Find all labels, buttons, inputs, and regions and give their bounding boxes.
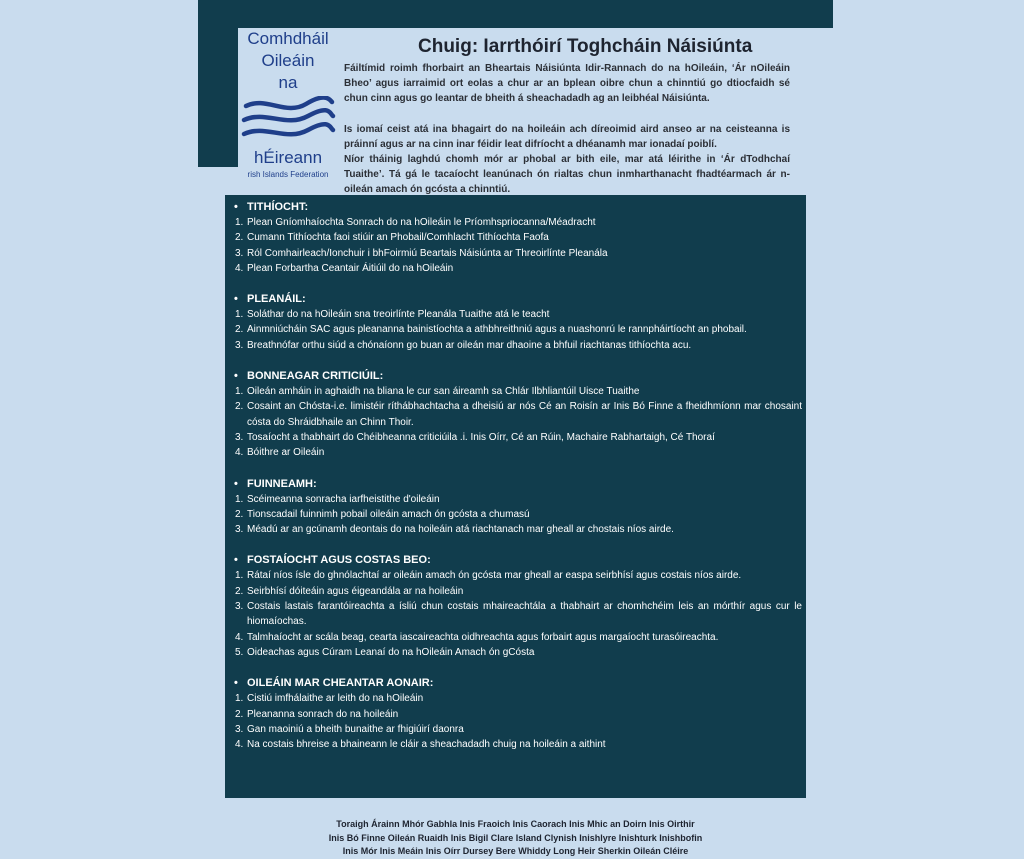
list-item-text: Bóithre ar Oileáin — [247, 447, 325, 459]
list-item — [235, 722, 802, 737]
list-item — [235, 522, 802, 537]
list-item-text: Tosaíocht a thabhairt do Chéibheanna criticiúila .i. Inis Oírr, Cé an Rúin, Machaire Rabhartaigh, Cé Thoraí — [247, 431, 715, 443]
list-item — [235, 568, 802, 583]
logo-line-4: hÉireann — [253, 148, 323, 167]
island-list — [225, 818, 806, 859]
section — [235, 552, 802, 660]
section-list — [235, 215, 802, 276]
list-item-number: 3. — [235, 524, 244, 536]
section-title: • FUINNEAMH: — [247, 476, 802, 492]
section — [235, 199, 802, 276]
list-item-text: Gan maoiniú a bheith bunaithe ar fhigiúirí daonra — [247, 723, 464, 735]
intro-paragraph-3: Níor tháinig laghdú chomh mór ar phobal ar bith eile, mar atá léirithe in ‘Ár dTodhchaí Tuaithe’. Tá gá le tacaíocht leanúnach ón rialtas chun inmharthanacht fhadtéarmach ár n-oileán amach ón gcósta a chinntiú. — [344, 154, 790, 196]
list-item-text: Ról Comhairleach/Ionchuir i bhFoirmiú Beartais Náisiúnta ar Threoirlínte Pleanála — [247, 247, 608, 259]
section-title: • PLEANÁIL: — [247, 291, 802, 307]
list-item — [235, 507, 802, 522]
island-list-line-3: Inis Mór Inis Meáin Inis Oírr Dursey Bere Whiddy Long Heir Sherkin Oileán Cléire — [342, 846, 689, 856]
list-item-number: 3. — [235, 723, 244, 735]
list-item-text: Ainmniúcháin SAC agus pleananna bainistíochta a athbhreithniú agus a nuashonrú le rannpháirtíocht an phobail. — [247, 324, 747, 336]
list-item-number: 1. — [235, 217, 244, 228]
list-item — [235, 384, 802, 399]
list-item — [235, 307, 802, 322]
list-item-text: Oideachas agus Cúram Leanaí do na hOileáin Amach ón gCósta — [247, 646, 535, 658]
island-list-line-2: Inis Bó Finne Oileán Ruaidh Inis Bigil Clare Island Clynish Inishlyre Inishturk Inishbofin — [328, 832, 703, 843]
intro-paragraph-2: Is iomaí ceist atá ina bhagairt do na hoileáin ach díreoimid aird anseo ar na ceisteanna is práinní agus ar na cinn inar féidir leat difríocht a dhéanamh mar ionadaí poiblí. — [344, 123, 790, 150]
section — [235, 675, 802, 752]
list-item — [235, 230, 802, 245]
list-item-text: Rátaí níos ísle do ghnólachtaí ar oileáin amach ón gcósta mar gheall ar easpa seirbhísí agus costais níos airde. — [247, 570, 742, 582]
list-item-number: 2. — [235, 708, 244, 720]
list-item-number: 2. — [235, 585, 244, 597]
list-item — [235, 246, 802, 261]
logo-line-1: Comhdháil — [247, 29, 329, 48]
top-banner — [198, 0, 833, 28]
list-item-number: 1. — [235, 693, 244, 705]
list-item-number: 4. — [235, 262, 244, 274]
list-item-number: 2. — [235, 324, 244, 336]
section-list — [235, 307, 802, 353]
list-item-number: 5. — [235, 646, 244, 658]
intro-paragraph-1: Fáiltímid roimh fhorbairt an Bheartais Náisiúnta Idir-Rannach do na hOileáin, ‘Ár nOileáin Bheo’ agus iarraimid ort eolas a chur ar an bplean oibre chun a chinntiú go dtiocfaidh sé chun cinn agus go leantar de bheith á sheachadadh ag an leibhéal Náisiúnta. — [344, 63, 790, 105]
list-item — [235, 445, 802, 460]
list-item-number: 2. — [235, 232, 244, 244]
list-item-number: 4. — [235, 447, 244, 459]
list-item-text: Plean Forbartha Ceantair Áitiúil do na hOileáin — [247, 262, 454, 274]
section — [235, 291, 802, 353]
list-item-number: 2. — [235, 508, 244, 520]
priorities-panel — [225, 195, 806, 798]
section-list — [235, 384, 802, 460]
list-item-number: 1. — [235, 309, 244, 321]
section-title: • TITHÍOCHT: — [247, 199, 802, 215]
list-item — [235, 645, 802, 660]
list-item-number: 3. — [235, 339, 244, 351]
list-item — [235, 492, 802, 507]
list-item — [235, 430, 802, 445]
list-item-text: Méadú ar an gcúnamh deontais do na hoileáin atá riachtanach mar gheall ar chostais níos airde. — [247, 524, 674, 536]
list-item — [235, 261, 802, 276]
list-item-text: Soláthar do na hOileáin sna treoirlínte Pleanála Tuaithe atá le teacht — [247, 309, 550, 321]
list-item-text: Plean Gníomhaíochta Sonrach do na hOileáin le Príomhspriocanna/Méadracht — [247, 217, 596, 228]
list-item — [235, 322, 802, 337]
list-item-number: 1. — [235, 493, 244, 505]
list-item — [235, 599, 802, 630]
list-item — [235, 584, 802, 599]
section-list — [235, 691, 802, 752]
intro-text — [344, 61, 790, 198]
list-item — [235, 399, 802, 430]
waves-icon — [240, 96, 336, 146]
list-item-text: Cumann Tithíochta faoi stiúir an Phobail/Comhlacht Tithíochta Faofa — [247, 232, 549, 244]
section-title: • FOSTAÍOCHT AGUS COSTAS BEO: — [247, 552, 802, 568]
list-item-text: Seirbhísí dóiteáin agus éigeandála ar na hoileáin — [247, 585, 464, 597]
list-item-number: 4. — [235, 739, 244, 751]
logo-line-2: Oileáin — [261, 51, 315, 70]
list-item-number: 3. — [235, 601, 244, 613]
list-item-text: Scéimeanna sonracha iarfheistithe d'oileáin — [247, 493, 440, 505]
section-list — [235, 492, 802, 538]
list-item-text: Oileán amháin in aghaidh na bliana le cur san áireamh sa Chlár Ilbhliantúil Uisce Tuaithe — [247, 386, 640, 398]
list-item — [235, 737, 802, 752]
page-title: Chuig: Iarrthóirí Toghcháin Náisiúnta — [418, 36, 753, 57]
section — [235, 368, 802, 460]
logo-line-3: na — [278, 73, 298, 92]
logo-federation-text: rish Islands Federation — [247, 170, 329, 179]
list-item-text: Breathnófar orthu siúd a chónaíonn go buan ar oileán mar dhaoine a bhfuil riachtanas tithíochta acu. — [247, 339, 692, 351]
list-item-text: Costais lastais farantóireachta a ísliú chun costais mhaireachtála a thabhairt ar chomhchéim leis an mórthír agus cur le hiomaíochas. — [247, 601, 802, 628]
list-item-text: Cistiú imfhálaithe ar leith do na hOileáin — [247, 693, 424, 705]
section-title: • BONNEAGAR CRITICIÚIL: — [247, 368, 802, 384]
section — [235, 476, 802, 538]
list-item — [235, 338, 802, 353]
list-item-text: Talmhaíocht ar scála beag, cearta iascaireachta oidhreachta agus forbairt agus margaíocht turasóireachta. — [247, 631, 719, 643]
side-banner — [198, 28, 238, 167]
list-item — [235, 691, 802, 706]
list-item-number: 3. — [235, 247, 244, 259]
list-item-number: 1. — [235, 570, 244, 582]
section-title: • OILEÁIN MAR CHEANTAR AONAIR: — [247, 675, 802, 691]
list-item — [235, 707, 802, 722]
island-list-line-1: Toraigh Árainn Mhór Gabhla Inis Fraoich Inis Caorach Inis Mhic an Doirn Inis Oirthir — [336, 819, 695, 829]
list-item-text: Cosaint an Chósta-i.e. limistéir ríthábhachtacha a dheisiú ar nós Cé an Roisín ar Inis Bó Finne a fheidhmíonn mar chosaint cósta do Shráidbhaile an Chinn Thoir. — [247, 401, 802, 428]
federation-logo — [238, 28, 338, 184]
section-list — [235, 568, 802, 660]
list-item-number: 3. — [235, 431, 244, 443]
list-item-number: 4. — [235, 631, 244, 643]
list-item-text: Tionscadail fuinnimh pobail oileáin amach ón gcósta a chumasú — [247, 508, 530, 520]
list-item-text: Na costais bhreise a bhaineann le cláir a sheachadadh chuig na hoileáin a aithint — [247, 739, 606, 751]
list-item-number: 1. — [235, 386, 244, 398]
list-item — [235, 215, 802, 230]
list-item — [235, 630, 802, 645]
list-item-text: Pleananna sonrach do na hoileáin — [247, 708, 399, 720]
list-item-number: 2. — [235, 401, 244, 413]
